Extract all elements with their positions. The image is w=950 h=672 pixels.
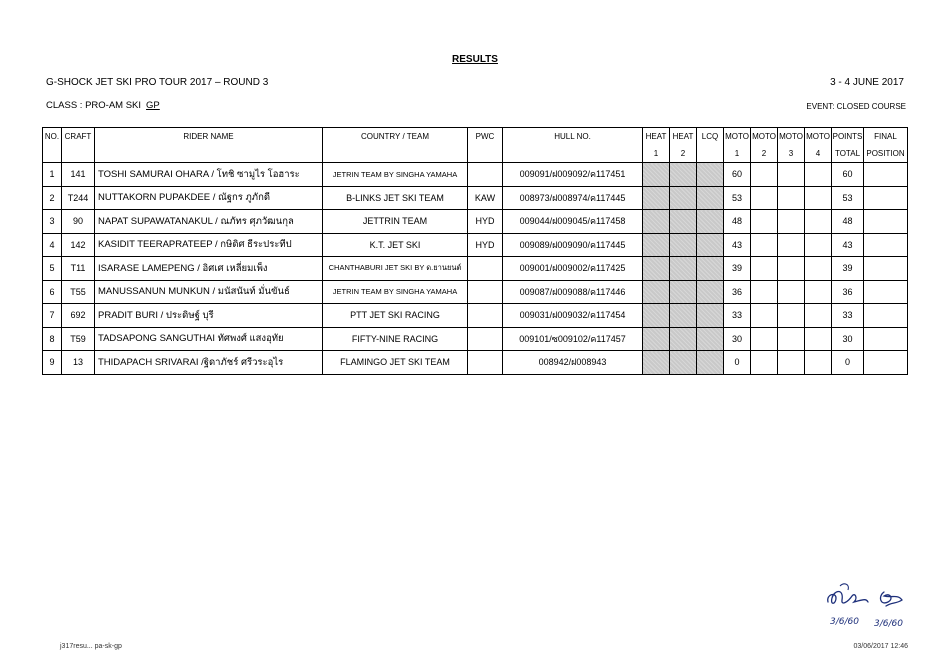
cell-moto-2 xyxy=(751,327,778,351)
cell-moto-4 xyxy=(805,280,832,304)
cell-hull: 009091/ฝ009092/ค117451 xyxy=(503,163,643,187)
cell-rider: MANUSSANUN MUNKUN / มนัสนันท์ มั่นขันธ์ xyxy=(95,280,323,304)
cell-lcq xyxy=(697,257,724,281)
cell-team: JETRIN TEAM BY SINGHA YAMAHA xyxy=(323,163,468,187)
cell-moto-3 xyxy=(778,304,805,328)
cell-moto-2 xyxy=(751,233,778,257)
col-final: FINAL xyxy=(864,128,908,146)
col-craft: CRAFT xyxy=(62,128,95,146)
cell-pwc xyxy=(468,327,503,351)
col-position: POSITION xyxy=(864,145,908,163)
cell-rider: PRADIT BURI / ประดิษฐ์ บุรี xyxy=(95,304,323,328)
cell-moto-3 xyxy=(778,186,805,210)
cell-moto-2 xyxy=(751,304,778,328)
results-table xyxy=(42,127,908,375)
cell-heat-1 xyxy=(643,210,670,234)
cell-heat-2 xyxy=(670,163,697,187)
col-pwc: PWC xyxy=(468,128,503,146)
signature-date-2: 3/6/60 xyxy=(874,619,903,629)
cell-total: 60 xyxy=(832,163,864,187)
cell-heat-1 xyxy=(643,233,670,257)
event-name: G-SHOCK JET SKI PRO TOUR 2017 – ROUND 3 xyxy=(46,77,269,88)
cell-hull: 008973/ฝ008974/ค117445 xyxy=(503,186,643,210)
class-label xyxy=(46,100,160,111)
cell-heat-2 xyxy=(670,186,697,210)
cell-team: K.T. JET SKI xyxy=(323,233,468,257)
col-moto-4-num: 4 xyxy=(805,145,832,163)
table-row xyxy=(43,233,908,257)
cell-heat-1 xyxy=(643,186,670,210)
cell-craft: T11 xyxy=(62,257,95,281)
cell-heat-2 xyxy=(670,304,697,328)
cell-lcq xyxy=(697,280,724,304)
cell-pwc: HYD xyxy=(468,233,503,257)
cell-hull: 009101/ซ009102/ค117457 xyxy=(503,327,643,351)
cell-no: 6 xyxy=(43,280,62,304)
cell-moto-3 xyxy=(778,163,805,187)
cell-pwc: HYD xyxy=(468,210,503,234)
cell-team: CHANTHABURI JET SKI BY ด.ยานยนต์ xyxy=(323,257,468,281)
cell-moto-2 xyxy=(751,163,778,187)
cell-moto-4 xyxy=(805,257,832,281)
cell-craft: T55 xyxy=(62,280,95,304)
col-moto-1-num: 1 xyxy=(724,145,751,163)
cell-rider: TOSHI SAMURAI OHARA / โทชิ ซามูไร โอฮาระ xyxy=(95,163,323,187)
cell-heat-1 xyxy=(643,280,670,304)
cell-heat-2 xyxy=(670,210,697,234)
cell-total: 30 xyxy=(832,327,864,351)
col-lcq: LCQ xyxy=(697,128,724,146)
cell-lcq xyxy=(697,304,724,328)
cell-hull: 009001/ฝ009002/ค117425 xyxy=(503,257,643,281)
col-total: TOTAL xyxy=(832,145,864,163)
cell-lcq xyxy=(697,351,724,375)
cell-team: B-LINKS JET SKI TEAM xyxy=(323,186,468,210)
cell-hull: 009089/ฝ009090/ค117445 xyxy=(503,233,643,257)
cell-position xyxy=(864,233,908,257)
cell-team: PTT JET SKI RACING xyxy=(323,304,468,328)
cell-no: 5 xyxy=(43,257,62,281)
cell-moto-1: 30 xyxy=(724,327,751,351)
cell-hull: 009031/ฝ009032/ค117454 xyxy=(503,304,643,328)
cell-position xyxy=(864,186,908,210)
col-moto-4: MOTO xyxy=(805,128,832,146)
footer-timestamp: 03/06/2017 12:46 xyxy=(853,643,908,650)
cell-moto-3 xyxy=(778,280,805,304)
cell-moto-3 xyxy=(778,233,805,257)
cell-no: 7 xyxy=(43,304,62,328)
cell-moto-1: 33 xyxy=(724,304,751,328)
cell-craft: 692 xyxy=(62,304,95,328)
cell-no: 4 xyxy=(43,233,62,257)
cell-moto-4 xyxy=(805,304,832,328)
table-row xyxy=(43,280,908,304)
event-type: EVENT: CLOSED COURSE xyxy=(806,102,906,111)
cell-position xyxy=(864,257,908,281)
cell-pwc: KAW xyxy=(468,186,503,210)
cell-total: 36 xyxy=(832,280,864,304)
table-row xyxy=(43,351,908,375)
col-moto-2: MOTO xyxy=(751,128,778,146)
cell-rider: ISARASE LAMEPENG / อิศเศ เหลี่ยมเพ็ง xyxy=(95,257,323,281)
cell-no: 9 xyxy=(43,351,62,375)
cell-moto-1: 0 xyxy=(724,351,751,375)
cell-no: 8 xyxy=(43,327,62,351)
col-points: POINTS xyxy=(832,128,864,146)
cell-heat-2 xyxy=(670,257,697,281)
cell-moto-3 xyxy=(778,351,805,375)
table-row xyxy=(43,163,908,187)
cell-hull: 009044/ฝ009045/ค117458 xyxy=(503,210,643,234)
cell-lcq xyxy=(697,186,724,210)
cell-team: FLAMINGO JET SKI TEAM xyxy=(323,351,468,375)
col-moto-1: MOTO xyxy=(724,128,751,146)
cell-craft: T59 xyxy=(62,327,95,351)
cell-heat-1 xyxy=(643,304,670,328)
cell-moto-3 xyxy=(778,327,805,351)
cell-moto-1: 39 xyxy=(724,257,751,281)
col-moto-2-num: 2 xyxy=(751,145,778,163)
cell-rider: KASIDIT TEERAPRATEEP / กษิดิศ ธีระประทีป xyxy=(95,233,323,257)
col-heat-1: HEAT xyxy=(643,128,670,146)
cell-pwc xyxy=(468,280,503,304)
cell-position xyxy=(864,304,908,328)
cell-hull: 009087/ฝ009088/ค117446 xyxy=(503,280,643,304)
cell-total: 53 xyxy=(832,186,864,210)
cell-pwc xyxy=(468,163,503,187)
cell-heat-2 xyxy=(670,233,697,257)
cell-lcq xyxy=(697,327,724,351)
cell-moto-4 xyxy=(805,210,832,234)
cell-moto-4 xyxy=(805,327,832,351)
cell-heat-1 xyxy=(643,163,670,187)
col-moto-3: MOTO xyxy=(778,128,805,146)
cell-moto-2 xyxy=(751,351,778,375)
cell-craft: T244 xyxy=(62,186,95,210)
cell-craft: 141 xyxy=(62,163,95,187)
cell-rider: NUTTAKORN PUPAKDEE / ณัฐกร ภูภักดี xyxy=(95,186,323,210)
cell-pwc xyxy=(468,257,503,281)
cell-heat-1 xyxy=(643,327,670,351)
cell-lcq xyxy=(697,210,724,234)
cell-rider: THIDAPACH SRIVARAI /ฐิดาภัชร์ ศรีวระอุไร xyxy=(95,351,323,375)
footer-file-ref: j317resu... pa-sk-gp xyxy=(60,643,122,650)
class-name: CLASS : PRO-AM SKI xyxy=(46,100,142,111)
cell-moto-1: 43 xyxy=(724,233,751,257)
cell-moto-3 xyxy=(778,257,805,281)
cell-total: 33 xyxy=(832,304,864,328)
signature-date-1: 3/6/60 xyxy=(830,617,859,627)
cell-team: FIFTY-NINE RACING xyxy=(323,327,468,351)
col-hull: HULL NO. xyxy=(503,128,643,146)
header-row-1 xyxy=(43,128,908,146)
cell-position xyxy=(864,163,908,187)
table-row xyxy=(43,304,908,328)
cell-total: 43 xyxy=(832,233,864,257)
cell-moto-1: 36 xyxy=(724,280,751,304)
cell-position xyxy=(864,327,908,351)
cell-lcq xyxy=(697,163,724,187)
cell-heat-1 xyxy=(643,257,670,281)
cell-pwc xyxy=(468,351,503,375)
cell-heat-2 xyxy=(670,280,697,304)
cell-rider: TADSAPONG SANGUTHAI ทัศพงศ์ แสงอุทัย xyxy=(95,327,323,351)
cell-no: 3 xyxy=(43,210,62,234)
cell-moto-2 xyxy=(751,280,778,304)
col-team: COUNTRY / TEAM xyxy=(323,128,468,146)
cell-total: 0 xyxy=(832,351,864,375)
col-no: NO. xyxy=(43,128,62,146)
results-body xyxy=(43,163,908,375)
col-moto-3-num: 3 xyxy=(778,145,805,163)
cell-craft: 142 xyxy=(62,233,95,257)
class-code: GP xyxy=(146,100,160,111)
cell-position xyxy=(864,280,908,304)
cell-moto-2 xyxy=(751,210,778,234)
cell-hull: 008942/ฝ008943 xyxy=(503,351,643,375)
signature-icon xyxy=(822,572,912,632)
table-row xyxy=(43,186,908,210)
cell-total: 39 xyxy=(832,257,864,281)
cell-lcq xyxy=(697,233,724,257)
cell-position xyxy=(864,210,908,234)
cell-team: JETTRIN TEAM xyxy=(323,210,468,234)
cell-craft: 90 xyxy=(62,210,95,234)
cell-moto-2 xyxy=(751,186,778,210)
cell-moto-1: 60 xyxy=(724,163,751,187)
cell-no: 2 xyxy=(43,186,62,210)
table-row xyxy=(43,210,908,234)
cell-craft: 13 xyxy=(62,351,95,375)
table-row xyxy=(43,257,908,281)
cell-pwc xyxy=(468,304,503,328)
cell-team: JETRIN TEAM BY SINGHA YAMAHA xyxy=(323,280,468,304)
results-title: RESULTS xyxy=(452,54,498,65)
header-row-2 xyxy=(43,145,908,163)
cell-total: 48 xyxy=(832,210,864,234)
table-row xyxy=(43,327,908,351)
cell-heat-2 xyxy=(670,327,697,351)
cell-moto-1: 48 xyxy=(724,210,751,234)
cell-no: 1 xyxy=(43,163,62,187)
cell-moto-4 xyxy=(805,163,832,187)
col-heat-2-num: 2 xyxy=(670,145,697,163)
cell-moto-3 xyxy=(778,210,805,234)
cell-moto-2 xyxy=(751,257,778,281)
cell-moto-4 xyxy=(805,233,832,257)
cell-heat-2 xyxy=(670,351,697,375)
cell-heat-1 xyxy=(643,351,670,375)
event-dates: 3 - 4 JUNE 2017 xyxy=(830,77,904,88)
cell-position xyxy=(864,351,908,375)
col-heat-2: HEAT xyxy=(670,128,697,146)
col-rider: RIDER NAME xyxy=(95,128,323,146)
col-heat-1-num: 1 xyxy=(643,145,670,163)
cell-moto-4 xyxy=(805,186,832,210)
cell-rider: NAPAT SUPAWATANAKUL / ณภัทร ศุภวัฒนกุล xyxy=(95,210,323,234)
cell-moto-1: 53 xyxy=(724,186,751,210)
cell-moto-4 xyxy=(805,351,832,375)
